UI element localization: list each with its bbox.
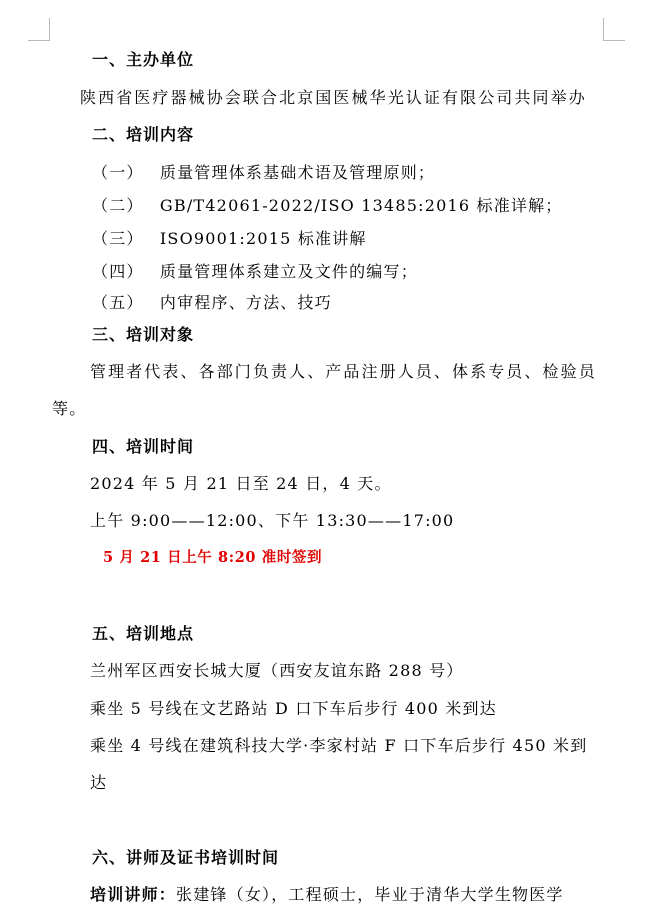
content-item-number: （一） bbox=[92, 163, 144, 182]
content-item bbox=[92, 196, 563, 216]
content-item-text: ISO9001:2015 标准讲解 bbox=[159, 229, 367, 248]
section-heading-lecturer: 六、讲师及证书培训时间 bbox=[92, 848, 280, 867]
content-item bbox=[92, 229, 367, 249]
corner-mark-top-left bbox=[28, 40, 50, 41]
location-route-1: 乘坐 5 号线在文艺路站 D 口下车后步行 400 米到达 bbox=[90, 699, 497, 718]
content-item-number: （四） bbox=[92, 262, 144, 281]
location-address: 兰州军区西安长城大厦（西安友谊东路 288 号） bbox=[90, 661, 464, 680]
lecturer-label: 培训讲师： bbox=[90, 885, 177, 904]
corner-mark-top-left-vertical bbox=[49, 18, 50, 40]
checkin-notice: 5 月 21 日上午 8:20 准时签到 bbox=[103, 549, 323, 566]
content-item bbox=[92, 293, 332, 313]
content-item-number: （五） bbox=[92, 293, 144, 312]
lecturer-line bbox=[90, 885, 564, 905]
location-route-2-continued: 达 bbox=[90, 773, 108, 792]
section-heading-audience: 三、培训对象 bbox=[92, 325, 195, 344]
content-item bbox=[92, 163, 435, 183]
audience-text-line2: 等。 bbox=[52, 399, 87, 418]
content-item bbox=[92, 262, 418, 282]
lecturer-text: 张建锋（女），工程硕士，毕业于清华大学生物医学 bbox=[176, 885, 564, 904]
section-heading-time: 四、培训时间 bbox=[92, 437, 195, 456]
corner-mark-top-right-vertical bbox=[603, 18, 604, 40]
content-item-number: （三） bbox=[92, 229, 144, 248]
section-heading-content: 二、培训内容 bbox=[92, 125, 195, 144]
section-heading-organizer: 一、主办单位 bbox=[92, 50, 195, 69]
content-item-number: （二） bbox=[92, 196, 144, 215]
content-item-text: 质量管理体系基础术语及管理原则； bbox=[159, 163, 436, 182]
training-hours: 上午 9:00——12:00、下午 13:30——17:00 bbox=[90, 511, 455, 530]
section-heading-location: 五、培训地点 bbox=[92, 624, 195, 643]
location-route-2: 乘坐 4 号线在建筑科技大学·李家村站 F 口下车后步行 450 米到 bbox=[90, 736, 588, 755]
corner-mark-top-right bbox=[603, 40, 625, 41]
content-item-text: 内审程序、方法、技巧 bbox=[159, 293, 332, 312]
training-dates: 2024 年 5 月 21 日至 24 日，4 天。 bbox=[90, 474, 392, 493]
organizer-text: 陕西省医疗器械协会联合北京国医械华光认证有限公司共同举办 bbox=[80, 88, 587, 107]
audience-text-line1: 管理者代表、各部门负责人、产品注册人员、体系专员、检验员 bbox=[90, 362, 597, 381]
content-item-text: GB/T42061-2022/ISO 13485:2016 标准详解； bbox=[159, 196, 563, 215]
content-item-text: 质量管理体系建立及文件的编写； bbox=[159, 262, 418, 281]
